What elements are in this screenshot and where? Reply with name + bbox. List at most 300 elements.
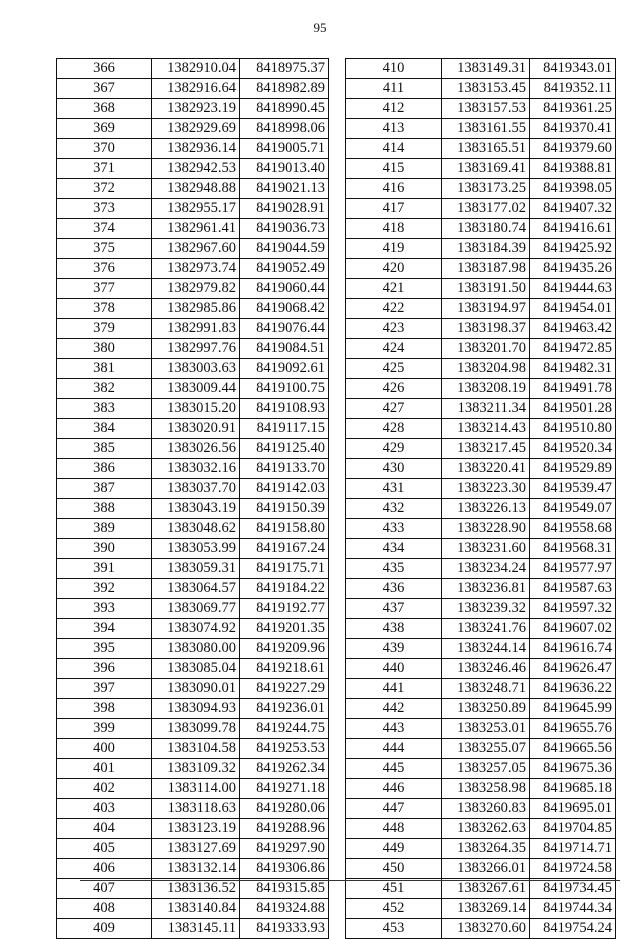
x-coordinate-cell: 1383161.55 <box>442 119 530 139</box>
y-coordinate-cell: 8419529.89 <box>530 459 616 479</box>
y-coordinate-cell: 8419076.44 <box>240 319 329 339</box>
table-row <box>346 99 616 119</box>
table-row <box>57 159 329 179</box>
y-coordinate-cell: 8419352.11 <box>530 79 616 99</box>
y-coordinate-cell: 8419306.86 <box>240 859 329 879</box>
y-coordinate-cell: 8419607.02 <box>530 619 616 639</box>
table-row <box>57 59 329 79</box>
x-coordinate-cell: 1383187.98 <box>442 259 530 279</box>
y-coordinate-cell: 8419398.05 <box>530 179 616 199</box>
table-row <box>346 259 616 279</box>
point-number-cell: 408 <box>57 899 152 919</box>
table-row <box>346 919 616 939</box>
table-row <box>346 319 616 339</box>
point-number-cell: 427 <box>346 399 442 419</box>
table-row <box>346 159 616 179</box>
y-coordinate-cell: 8419655.76 <box>530 719 616 739</box>
x-coordinate-cell: 1383090.01 <box>152 679 240 699</box>
point-number-cell: 439 <box>346 639 442 659</box>
point-number-cell: 428 <box>346 419 442 439</box>
table-row <box>346 339 616 359</box>
table-row <box>57 599 329 619</box>
point-number-cell: 382 <box>57 379 152 399</box>
point-number-cell: 370 <box>57 139 152 159</box>
table-row <box>57 419 329 439</box>
x-coordinate-cell: 1383214.43 <box>442 419 530 439</box>
table-row <box>57 619 329 639</box>
point-number-cell: 449 <box>346 839 442 859</box>
table-row <box>346 119 616 139</box>
x-coordinate-cell: 1383257.05 <box>442 759 530 779</box>
x-coordinate-cell: 1383236.81 <box>442 579 530 599</box>
table-row <box>346 659 616 679</box>
table-row <box>346 139 616 159</box>
x-coordinate-cell: 1382991.83 <box>152 319 240 339</box>
x-coordinate-cell: 1382923.19 <box>152 99 240 119</box>
y-coordinate-cell: 8419244.75 <box>240 719 329 739</box>
x-coordinate-cell: 1383239.32 <box>442 599 530 619</box>
y-coordinate-cell: 8419626.47 <box>530 659 616 679</box>
y-coordinate-cell: 8419520.34 <box>530 439 616 459</box>
x-coordinate-cell: 1383253.01 <box>442 719 530 739</box>
point-number-cell: 421 <box>346 279 442 299</box>
point-number-cell: 407 <box>57 879 152 899</box>
table-row <box>346 759 616 779</box>
y-coordinate-cell: 8419133.70 <box>240 459 329 479</box>
y-coordinate-cell: 8419333.93 <box>240 919 329 939</box>
y-coordinate-cell: 8419407.32 <box>530 199 616 219</box>
table-row <box>57 899 329 919</box>
table-row <box>346 419 616 439</box>
point-number-cell: 371 <box>57 159 152 179</box>
page-number: 95 <box>313 20 327 35</box>
table-row <box>346 679 616 699</box>
table-row <box>57 819 329 839</box>
x-coordinate-cell: 1383220.41 <box>442 459 530 479</box>
y-coordinate-cell: 8419117.15 <box>240 419 329 439</box>
x-coordinate-cell: 1383020.91 <box>152 419 240 439</box>
y-coordinate-cell: 8419036.73 <box>240 219 329 239</box>
y-coordinate-cell: 8419425.92 <box>530 239 616 259</box>
point-number-cell: 379 <box>57 319 152 339</box>
table-row <box>57 699 329 719</box>
table-row <box>57 299 329 319</box>
x-coordinate-cell: 1383173.25 <box>442 179 530 199</box>
point-number-cell: 431 <box>346 479 442 499</box>
y-coordinate-cell: 8419416.61 <box>530 219 616 239</box>
y-coordinate-cell: 8419236.01 <box>240 699 329 719</box>
point-number-cell: 373 <box>57 199 152 219</box>
y-coordinate-cell: 8419271.18 <box>240 779 329 799</box>
table-row <box>57 559 329 579</box>
table-row <box>346 619 616 639</box>
table-row <box>346 239 616 259</box>
table-row <box>57 259 329 279</box>
x-coordinate-cell: 1383217.45 <box>442 439 530 459</box>
table-row <box>57 179 329 199</box>
table-row <box>57 659 329 679</box>
point-number-cell: 388 <box>57 499 152 519</box>
y-coordinate-cell: 8419028.91 <box>240 199 329 219</box>
y-coordinate-cell: 8419501.28 <box>530 399 616 419</box>
x-coordinate-cell: 1383043.19 <box>152 499 240 519</box>
table-row <box>346 519 616 539</box>
x-coordinate-cell: 1383267.61 <box>442 879 530 899</box>
y-coordinate-cell: 8419167.24 <box>240 539 329 559</box>
point-number-cell: 441 <box>346 679 442 699</box>
table-row <box>346 579 616 599</box>
x-coordinate-cell: 1383211.34 <box>442 399 530 419</box>
table-row <box>346 859 616 879</box>
x-coordinate-cell: 1383270.60 <box>442 919 530 939</box>
table-row <box>57 839 329 859</box>
y-coordinate-cell: 8419675.36 <box>530 759 616 779</box>
x-coordinate-cell: 1382967.60 <box>152 239 240 259</box>
table-row <box>346 479 616 499</box>
point-number-cell: 390 <box>57 539 152 559</box>
point-number-cell: 395 <box>57 639 152 659</box>
point-number-cell: 438 <box>346 619 442 639</box>
table-row <box>346 439 616 459</box>
table-row <box>346 299 616 319</box>
y-coordinate-cell: 8419388.81 <box>530 159 616 179</box>
x-coordinate-cell: 1382979.82 <box>152 279 240 299</box>
y-coordinate-cell: 8419491.78 <box>530 379 616 399</box>
x-coordinate-cell: 1383114.00 <box>152 779 240 799</box>
table-row <box>57 579 329 599</box>
y-coordinate-cell: 8419645.99 <box>530 699 616 719</box>
table-row <box>346 179 616 199</box>
point-number-cell: 425 <box>346 359 442 379</box>
x-coordinate-cell: 1383191.50 <box>442 279 530 299</box>
table-row <box>57 459 329 479</box>
point-number-cell: 378 <box>57 299 152 319</box>
x-coordinate-cell: 1382973.74 <box>152 259 240 279</box>
y-coordinate-cell: 8419052.49 <box>240 259 329 279</box>
table-row <box>57 799 329 819</box>
table-row <box>346 839 616 859</box>
table-row <box>57 639 329 659</box>
x-coordinate-cell: 1383153.45 <box>442 79 530 99</box>
table-row <box>57 759 329 779</box>
x-coordinate-cell: 1383260.83 <box>442 799 530 819</box>
point-number-cell: 386 <box>57 459 152 479</box>
table-row <box>57 739 329 759</box>
x-coordinate-cell: 1383258.98 <box>442 779 530 799</box>
table-row <box>57 99 329 119</box>
table-row <box>346 799 616 819</box>
x-coordinate-cell: 1383269.14 <box>442 899 530 919</box>
y-coordinate-cell: 8419472.85 <box>530 339 616 359</box>
table-row <box>346 399 616 419</box>
y-coordinate-cell: 8419262.34 <box>240 759 329 779</box>
point-number-cell: 448 <box>346 819 442 839</box>
x-coordinate-cell: 1383026.56 <box>152 439 240 459</box>
x-coordinate-cell: 1382961.41 <box>152 219 240 239</box>
y-coordinate-cell: 8419636.22 <box>530 679 616 699</box>
table-row <box>57 239 329 259</box>
point-number-cell: 394 <box>57 619 152 639</box>
x-coordinate-cell: 1383180.74 <box>442 219 530 239</box>
table-row <box>346 739 616 759</box>
table-row <box>57 719 329 739</box>
point-number-cell: 381 <box>57 359 152 379</box>
point-number-cell: 433 <box>346 519 442 539</box>
x-coordinate-cell: 1383003.63 <box>152 359 240 379</box>
point-number-cell: 372 <box>57 179 152 199</box>
point-number-cell: 420 <box>346 259 442 279</box>
x-coordinate-cell: 1382985.86 <box>152 299 240 319</box>
x-coordinate-cell: 1383266.01 <box>442 859 530 879</box>
point-number-cell: 403 <box>57 799 152 819</box>
table-row <box>346 639 616 659</box>
x-coordinate-cell: 1382942.53 <box>152 159 240 179</box>
table-row <box>57 79 329 99</box>
x-coordinate-cell: 1383223.30 <box>442 479 530 499</box>
table-row <box>57 679 329 699</box>
y-coordinate-cell: 8419192.77 <box>240 599 329 619</box>
x-coordinate-cell: 1383149.31 <box>442 59 530 79</box>
table-row <box>346 879 616 899</box>
x-coordinate-cell: 1383094.93 <box>152 699 240 719</box>
y-coordinate-cell: 8419184.22 <box>240 579 329 599</box>
x-coordinate-cell: 1383226.13 <box>442 499 530 519</box>
x-coordinate-cell: 1383015.20 <box>152 399 240 419</box>
point-number-cell: 434 <box>346 539 442 559</box>
y-coordinate-cell: 8419288.96 <box>240 819 329 839</box>
table-row <box>346 899 616 919</box>
table-row <box>57 359 329 379</box>
point-number-cell: 442 <box>346 699 442 719</box>
point-number-cell: 422 <box>346 299 442 319</box>
x-coordinate-cell: 1383048.62 <box>152 519 240 539</box>
point-number-cell: 404 <box>57 819 152 839</box>
y-coordinate-cell: 8419021.13 <box>240 179 329 199</box>
table-row <box>346 499 616 519</box>
y-coordinate-cell: 8419060.44 <box>240 279 329 299</box>
point-number-cell: 426 <box>346 379 442 399</box>
point-number-cell: 392 <box>57 579 152 599</box>
table-row <box>346 699 616 719</box>
y-coordinate-cell: 8419209.96 <box>240 639 329 659</box>
table-row <box>57 779 329 799</box>
point-number-cell: 397 <box>57 679 152 699</box>
point-number-cell: 369 <box>57 119 152 139</box>
y-coordinate-cell: 8419685.18 <box>530 779 616 799</box>
point-number-cell: 446 <box>346 779 442 799</box>
point-number-cell: 415 <box>346 159 442 179</box>
x-coordinate-cell: 1383109.32 <box>152 759 240 779</box>
table-row <box>346 819 616 839</box>
x-coordinate-cell: 1383127.69 <box>152 839 240 859</box>
x-coordinate-cell: 1383244.14 <box>442 639 530 659</box>
y-coordinate-cell: 8419444.63 <box>530 279 616 299</box>
table-row <box>57 479 329 499</box>
point-number-cell: 447 <box>346 799 442 819</box>
y-coordinate-cell: 8419714.71 <box>530 839 616 859</box>
point-number-cell: 411 <box>346 79 442 99</box>
point-number-cell: 367 <box>57 79 152 99</box>
point-number-cell: 437 <box>346 599 442 619</box>
point-number-cell: 424 <box>346 339 442 359</box>
y-coordinate-cell: 8419704.85 <box>530 819 616 839</box>
x-coordinate-cell: 1383080.00 <box>152 639 240 659</box>
y-coordinate-cell: 8419125.40 <box>240 439 329 459</box>
y-coordinate-cell: 8419100.75 <box>240 379 329 399</box>
y-coordinate-cell: 8419549.07 <box>530 499 616 519</box>
point-number-cell: 445 <box>346 759 442 779</box>
y-coordinate-cell: 8419454.01 <box>530 299 616 319</box>
y-coordinate-cell: 8419724.58 <box>530 859 616 879</box>
y-coordinate-cell: 8419068.42 <box>240 299 329 319</box>
point-number-cell: 414 <box>346 139 442 159</box>
x-coordinate-cell: 1383234.24 <box>442 559 530 579</box>
point-number-cell: 435 <box>346 559 442 579</box>
point-number-cell: 417 <box>346 199 442 219</box>
point-number-cell: 432 <box>346 499 442 519</box>
x-coordinate-cell: 1383262.63 <box>442 819 530 839</box>
point-number-cell: 450 <box>346 859 442 879</box>
table-row <box>57 399 329 419</box>
x-coordinate-cell: 1383194.97 <box>442 299 530 319</box>
y-coordinate-cell: 8419218.61 <box>240 659 329 679</box>
x-coordinate-cell: 1382955.17 <box>152 199 240 219</box>
point-number-cell: 380 <box>57 339 152 359</box>
x-coordinate-cell: 1382929.69 <box>152 119 240 139</box>
y-coordinate-cell: 8419201.35 <box>240 619 329 639</box>
x-coordinate-cell: 1383104.58 <box>152 739 240 759</box>
y-coordinate-cell: 8419013.40 <box>240 159 329 179</box>
y-coordinate-cell: 8419142.03 <box>240 479 329 499</box>
y-coordinate-cell: 8418975.37 <box>240 59 329 79</box>
point-number-cell: 396 <box>57 659 152 679</box>
point-number-cell: 451 <box>346 879 442 899</box>
y-coordinate-cell: 8419754.24 <box>530 919 616 939</box>
point-number-cell: 393 <box>57 599 152 619</box>
y-coordinate-cell: 8419005.71 <box>240 139 329 159</box>
y-coordinate-cell: 8419044.59 <box>240 239 329 259</box>
x-coordinate-cell: 1383264.35 <box>442 839 530 859</box>
x-coordinate-cell: 1383250.89 <box>442 699 530 719</box>
point-number-cell: 452 <box>346 899 442 919</box>
x-coordinate-cell: 1383123.19 <box>152 819 240 839</box>
point-number-cell: 405 <box>57 839 152 859</box>
point-number-cell: 400 <box>57 739 152 759</box>
table-row <box>57 859 329 879</box>
point-number-cell: 402 <box>57 779 152 799</box>
table-row <box>346 559 616 579</box>
y-coordinate-cell: 8419253.53 <box>240 739 329 759</box>
y-coordinate-cell: 8419315.85 <box>240 879 329 899</box>
point-number-cell: 453 <box>346 919 442 939</box>
x-coordinate-cell: 1383246.46 <box>442 659 530 679</box>
point-number-cell: 419 <box>346 239 442 259</box>
y-coordinate-cell: 8419108.93 <box>240 399 329 419</box>
table-row <box>346 79 616 99</box>
x-coordinate-cell: 1383085.04 <box>152 659 240 679</box>
x-coordinate-cell: 1383231.60 <box>442 539 530 559</box>
table-row <box>57 499 329 519</box>
point-number-cell: 444 <box>346 739 442 759</box>
y-coordinate-cell: 8419175.71 <box>240 559 329 579</box>
y-coordinate-cell: 8419227.29 <box>240 679 329 699</box>
point-number-cell: 423 <box>346 319 442 339</box>
point-number-cell: 409 <box>57 919 152 939</box>
y-coordinate-cell: 8419482.31 <box>530 359 616 379</box>
point-number-cell: 377 <box>57 279 152 299</box>
x-coordinate-cell: 1383074.92 <box>152 619 240 639</box>
point-number-cell: 387 <box>57 479 152 499</box>
x-coordinate-cell: 1383136.52 <box>152 879 240 899</box>
point-number-cell: 406 <box>57 859 152 879</box>
point-number-cell: 418 <box>346 219 442 239</box>
x-coordinate-cell: 1383228.90 <box>442 519 530 539</box>
y-coordinate-cell: 8419370.41 <box>530 119 616 139</box>
y-coordinate-cell: 8419568.31 <box>530 539 616 559</box>
point-number-cell: 375 <box>57 239 152 259</box>
table-row <box>57 279 329 299</box>
table-row <box>346 539 616 559</box>
x-coordinate-cell: 1383157.53 <box>442 99 530 119</box>
y-coordinate-cell: 8418998.06 <box>240 119 329 139</box>
table-row <box>57 119 329 139</box>
point-number-cell: 412 <box>346 99 442 119</box>
x-coordinate-cell: 1383248.71 <box>442 679 530 699</box>
y-coordinate-cell: 8419597.32 <box>530 599 616 619</box>
y-coordinate-cell: 8419084.51 <box>240 339 329 359</box>
y-coordinate-cell: 8419379.60 <box>530 139 616 159</box>
point-number-cell: 384 <box>57 419 152 439</box>
table-row <box>57 199 329 219</box>
y-coordinate-cell: 8419150.39 <box>240 499 329 519</box>
table-row <box>346 199 616 219</box>
point-number-cell: 443 <box>346 719 442 739</box>
x-coordinate-cell: 1383064.57 <box>152 579 240 599</box>
point-number-cell: 440 <box>346 659 442 679</box>
y-coordinate-cell: 8419463.42 <box>530 319 616 339</box>
y-coordinate-cell: 8419324.88 <box>240 899 329 919</box>
x-coordinate-cell: 1383145.11 <box>152 919 240 939</box>
x-coordinate-cell: 1382916.64 <box>152 79 240 99</box>
x-coordinate-cell: 1383169.41 <box>442 159 530 179</box>
point-number-cell: 389 <box>57 519 152 539</box>
point-number-cell: 368 <box>57 99 152 119</box>
y-coordinate-cell: 8419092.61 <box>240 359 329 379</box>
point-number-cell: 376 <box>57 259 152 279</box>
x-coordinate-cell: 1383184.39 <box>442 239 530 259</box>
x-coordinate-cell: 1383140.84 <box>152 899 240 919</box>
y-coordinate-cell: 8419734.45 <box>530 879 616 899</box>
point-number-cell: 410 <box>346 59 442 79</box>
table-row <box>346 359 616 379</box>
point-number-cell: 391 <box>57 559 152 579</box>
x-coordinate-cell: 1383099.78 <box>152 719 240 739</box>
y-coordinate-cell: 8419539.47 <box>530 479 616 499</box>
point-number-cell: 385 <box>57 439 152 459</box>
y-coordinate-cell: 8419665.56 <box>530 739 616 759</box>
bottom-rule <box>80 880 620 881</box>
table-row <box>57 319 329 339</box>
x-coordinate-cell: 1383201.70 <box>442 339 530 359</box>
table-row <box>346 379 616 399</box>
table-row <box>346 219 616 239</box>
x-coordinate-cell: 1383177.02 <box>442 199 530 219</box>
table-row <box>57 379 329 399</box>
x-coordinate-cell: 1383037.70 <box>152 479 240 499</box>
point-number-cell: 413 <box>346 119 442 139</box>
coordinates-table-left <box>56 58 329 939</box>
point-number-cell: 399 <box>57 719 152 739</box>
